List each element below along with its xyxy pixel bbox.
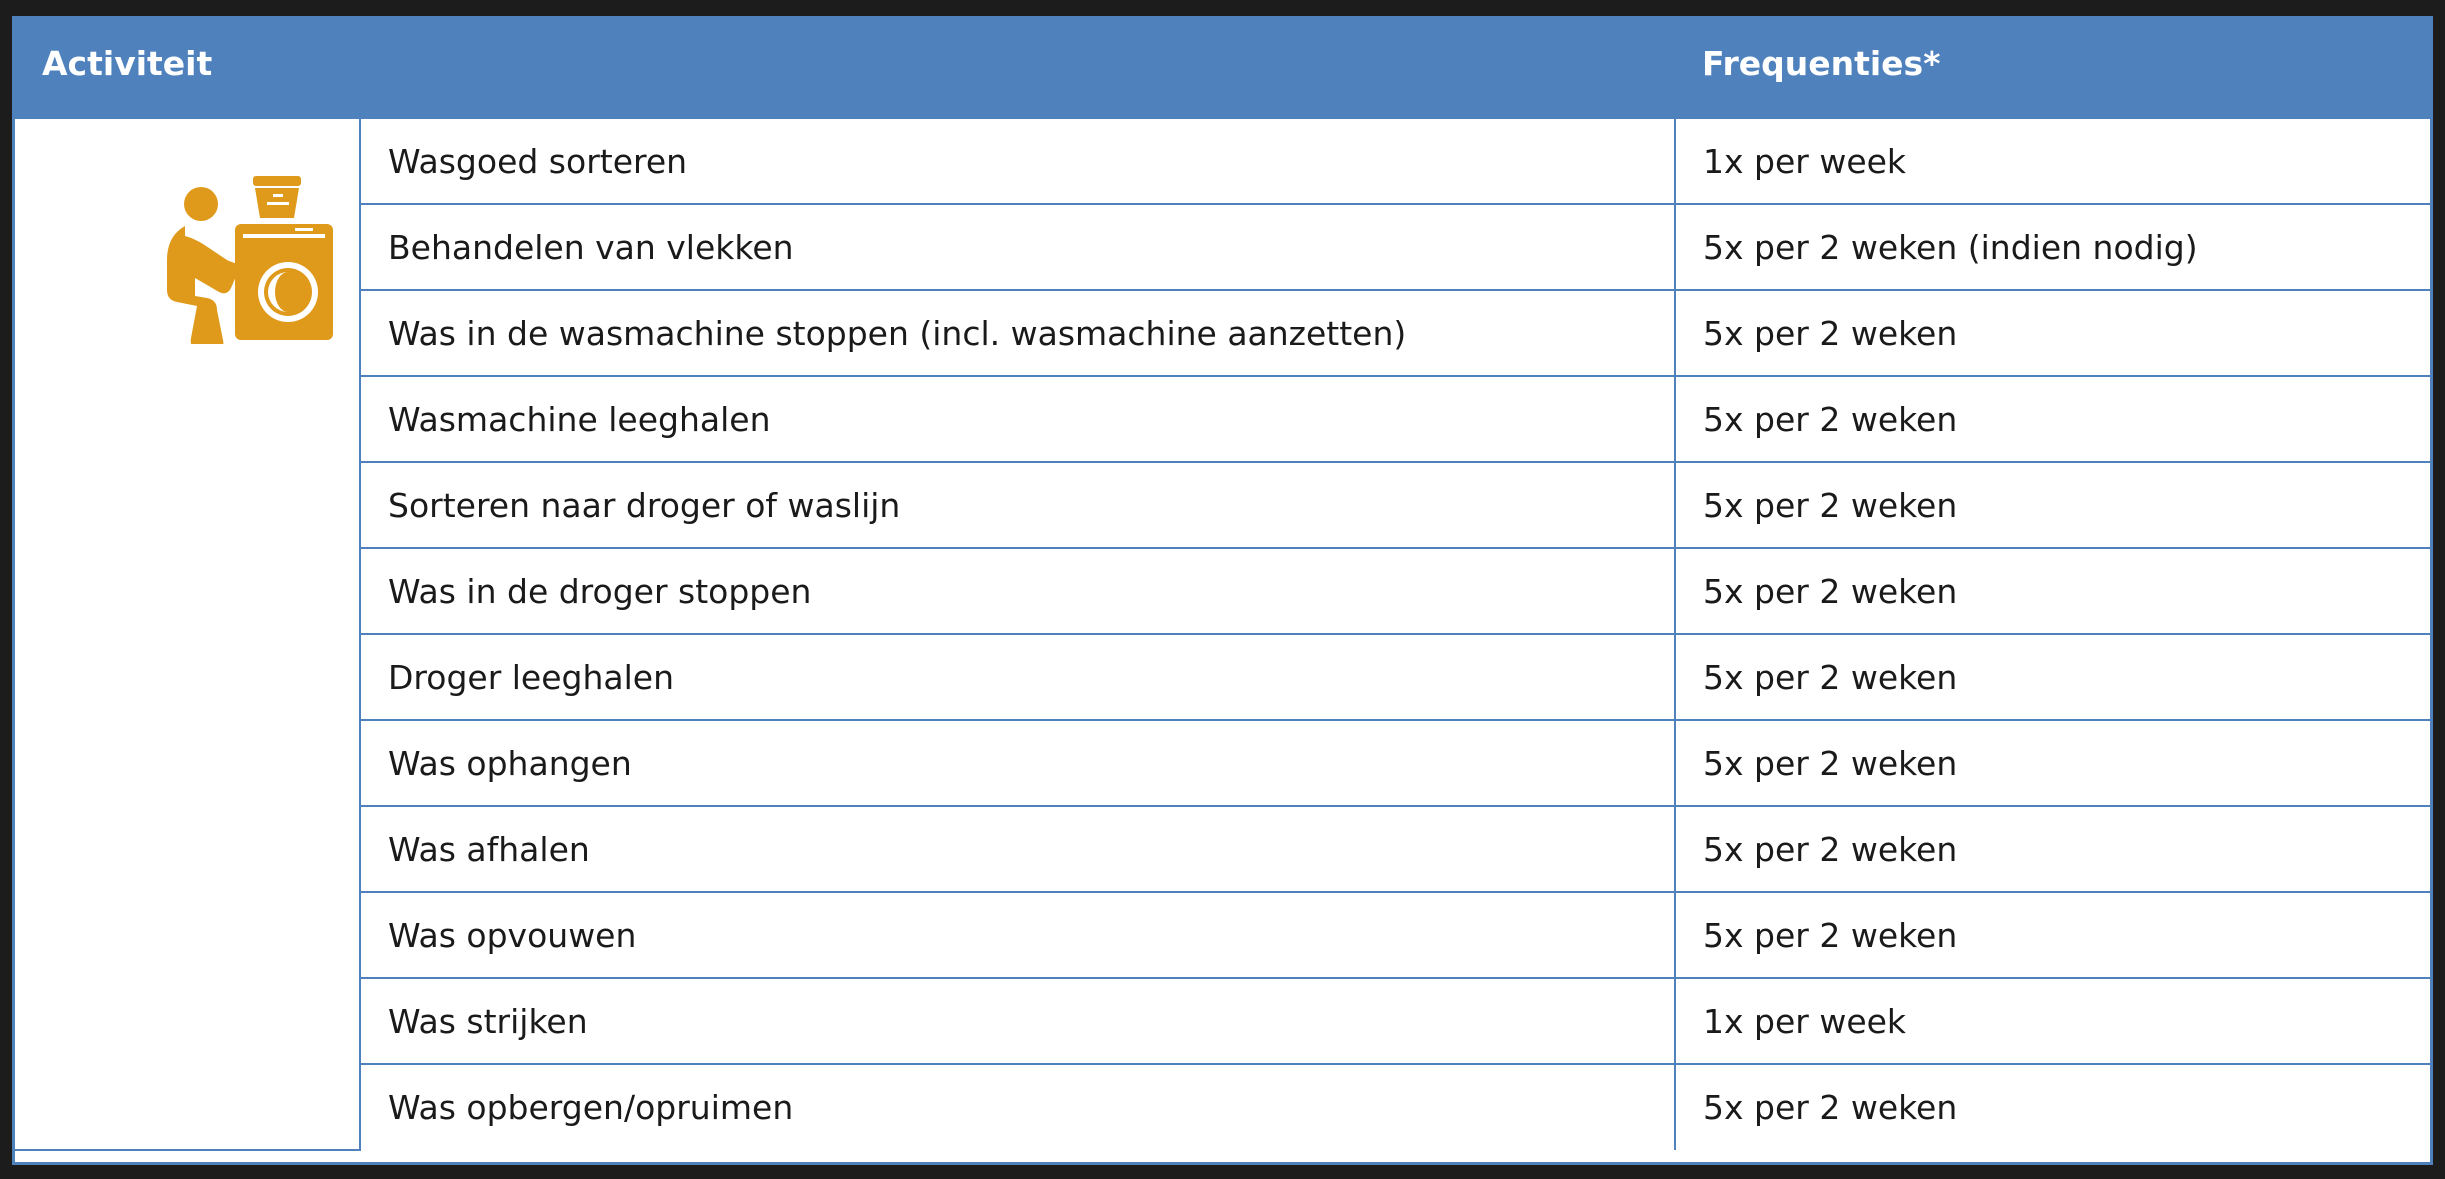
frequency-cell: 5x per 2 weken <box>1675 462 2430 548</box>
table-row <box>15 548 2430 634</box>
activity-cell: Was strijken <box>360 978 1675 1064</box>
activity-table-frame <box>12 16 2433 1165</box>
activity-cell: Was ophangen <box>360 720 1675 806</box>
laundry-machine-icon <box>163 164 333 344</box>
activity-cell: Was opbergen/opruimen <box>360 1064 1675 1150</box>
activity-cell: Was in de droger stoppen <box>360 548 1675 634</box>
table-header-row <box>15 19 2430 118</box>
frequency-cell: 1x per week <box>1675 118 2430 204</box>
table-row <box>15 118 2430 204</box>
activity-cell: Wasmachine leeghalen <box>360 376 1675 462</box>
frequency-cell: 1x per week <box>1675 978 2430 1064</box>
activity-table <box>15 19 2430 1151</box>
frequency-cell: 5x per 2 weken <box>1675 720 2430 806</box>
frequency-cell: 5x per 2 weken <box>1675 548 2430 634</box>
table-row <box>15 978 2430 1064</box>
activity-cell: Behandelen van vlekken <box>360 204 1675 290</box>
activity-cell: Wasgoed sorteren <box>360 118 1675 204</box>
activity-cell: Was afhalen <box>360 806 1675 892</box>
frequency-column-header: Frequenties* <box>1675 19 2430 118</box>
frequency-cell: 5x per 2 weken <box>1675 892 2430 978</box>
activity-cell: Sorteren naar droger of waslijn <box>360 462 1675 548</box>
table-row <box>15 892 2430 978</box>
activity-cell: Droger leeghalen <box>360 634 1675 720</box>
table-row <box>15 376 2430 462</box>
activity-cell: Was in de wasmachine stoppen (incl. wasmachine aanzetten) <box>360 290 1675 376</box>
frequency-cell: 5x per 2 weken <box>1675 290 2430 376</box>
table-row <box>15 290 2430 376</box>
frequency-cell: 5x per 2 weken <box>1675 376 2430 462</box>
frequency-cell: 5x per 2 weken <box>1675 1064 2430 1150</box>
activity-cell: Was opvouwen <box>360 892 1675 978</box>
icon-cell <box>15 118 360 1150</box>
activity-column-header: Activiteit <box>15 19 1675 118</box>
table-row <box>15 720 2430 806</box>
table-row <box>15 204 2430 290</box>
frequency-cell: 5x per 2 weken (indien nodig) <box>1675 204 2430 290</box>
frequency-cell: 5x per 2 weken <box>1675 806 2430 892</box>
table-row <box>15 634 2430 720</box>
frequency-cell: 5x per 2 weken <box>1675 634 2430 720</box>
table-row <box>15 462 2430 548</box>
table-row <box>15 1064 2430 1150</box>
table-row <box>15 806 2430 892</box>
